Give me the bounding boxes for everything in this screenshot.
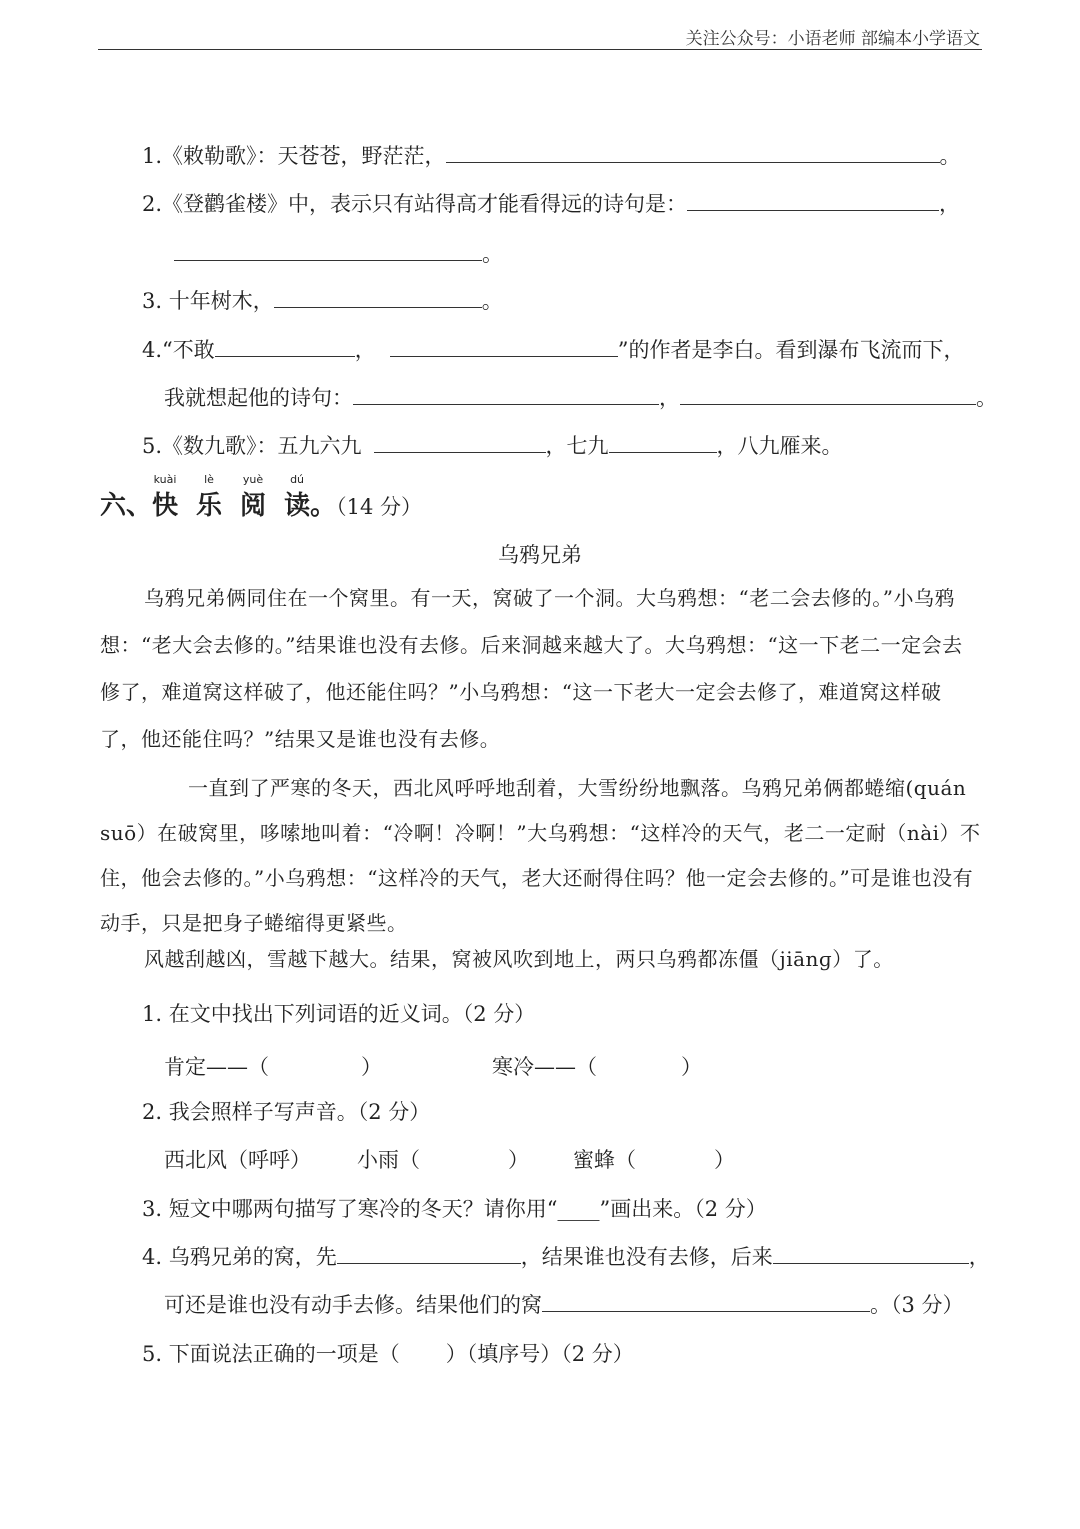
answer-blank[interactable] bbox=[609, 432, 717, 453]
story-paragraph-3: 风越刮越凶，雪越下越大。结果，窝被风吹到地上，两只乌鸦都冻僵（jiānɡ）了。 bbox=[144, 947, 894, 971]
title-char: dú 读 bbox=[284, 473, 311, 521]
poem-question-5: 5.《数九歌》：五九六九 ，七九 ，八九雁来。 bbox=[142, 434, 843, 458]
header-text: 关注公众号：小语老师 部编本小学语文 bbox=[685, 29, 980, 49]
story-paragraph-2: 一直到了严寒的冬天，西北风呼呼地刮着，大雪纷纷地飘落。乌鸦兄弟俩都蜷缩(quán suō）在破窝里，哆嗦地叫着：“冷啊！冷啊！”大乌鸦想：“这样冷的天气，老二一定耐（nài）不住，他会去修的。”小乌鸦想：“这样冷的天气，老大还耐得住吗？他一定会去修的。”可是谁也没有动手，只是把身子蜷缩得更紧些。 bbox=[100, 776, 981, 935]
poem-question-4-line2: 我就想起他的诗句： ， 。 bbox=[164, 386, 997, 410]
answer-blank[interactable] bbox=[274, 287, 482, 308]
answer-blank[interactable] bbox=[337, 1243, 521, 1264]
question-4-line2: 可还是谁也没有动手去修。结果他们的窝 。（3 分） bbox=[164, 1293, 964, 1317]
answer-blank[interactable] bbox=[390, 336, 618, 357]
answer-blank[interactable] bbox=[174, 240, 482, 261]
story-title: 乌鸦兄弟 bbox=[498, 543, 582, 567]
question-2: 2. 我会照样子写声音。（2 分） bbox=[142, 1100, 431, 1124]
title-char: yuè 阅 bbox=[240, 473, 267, 521]
title-char: kuài 快 bbox=[152, 473, 179, 521]
section-title: 六、 kuài 快 lè 乐 yuè 阅 dú 读。（14 分） bbox=[100, 473, 422, 521]
question-1-answers: 肯定——（ ） 寒冷——（ ） bbox=[164, 1055, 702, 1079]
poem-question-1: 1.《敕勒歌》：天苍苍，野茫茫， 。 bbox=[142, 144, 961, 168]
answer-blank[interactable] bbox=[374, 432, 546, 453]
poem-question-2: 2.《登鹳雀楼》中，表示只有站得高才能看得远的诗句是： ， bbox=[142, 192, 961, 216]
answer-blank[interactable] bbox=[353, 384, 659, 405]
answer-blank[interactable] bbox=[215, 336, 355, 357]
answer-blank[interactable] bbox=[773, 1243, 969, 1264]
poem-question-2-line2: 。 bbox=[174, 240, 503, 268]
question-1: 1. 在文中找出下列词语的近义词。（2 分） bbox=[142, 1002, 536, 1026]
story-paragraph-1: 乌鸦兄弟俩同住在一个窝里。有一天，窝破了一个洞。大乌鸦想：“老二会去修的。”小乌鸦想：“老大会去修的。”结果谁也没有去修。后来洞越来越大了。大乌鸦想：“这一下老二一定会去修了，难道窝这样破了，他还能住吗？”小乌鸦想：“这一下老大一定会去修了，难道窝这样破了，他还能住吗？”结果又是谁也没有去修。 bbox=[100, 586, 963, 751]
answer-blank[interactable] bbox=[680, 384, 976, 405]
question-4: 4. 乌鸦兄弟的窝，先 ，结果谁也没有去修，后来 ， bbox=[142, 1245, 990, 1269]
question-5: 5. 下面说法正确的一项是（ ）（填序号）（2 分） bbox=[142, 1342, 634, 1366]
title-char: lè 乐 bbox=[196, 473, 223, 521]
page-header bbox=[98, 0, 982, 50]
question-3: 3. 短文中哪两句描写了寒冷的冬天？请你用“____”画出来。（2 分） bbox=[142, 1197, 767, 1221]
section-score: （14 分） bbox=[336, 495, 422, 519]
question-2-answers: 西北风（呼呼） 小雨（ ） 蜜蜂（ ） bbox=[164, 1148, 735, 1172]
poem-question-3: 3. 十年树木， 。 bbox=[142, 289, 503, 313]
answer-blank[interactable] bbox=[542, 1291, 870, 1312]
answer-blank[interactable] bbox=[687, 190, 939, 211]
answer-blank[interactable] bbox=[446, 142, 940, 163]
poem-question-4: 4.“不敢 ， ”的作者是李白。看到瀑布飞流而下， bbox=[142, 338, 965, 362]
